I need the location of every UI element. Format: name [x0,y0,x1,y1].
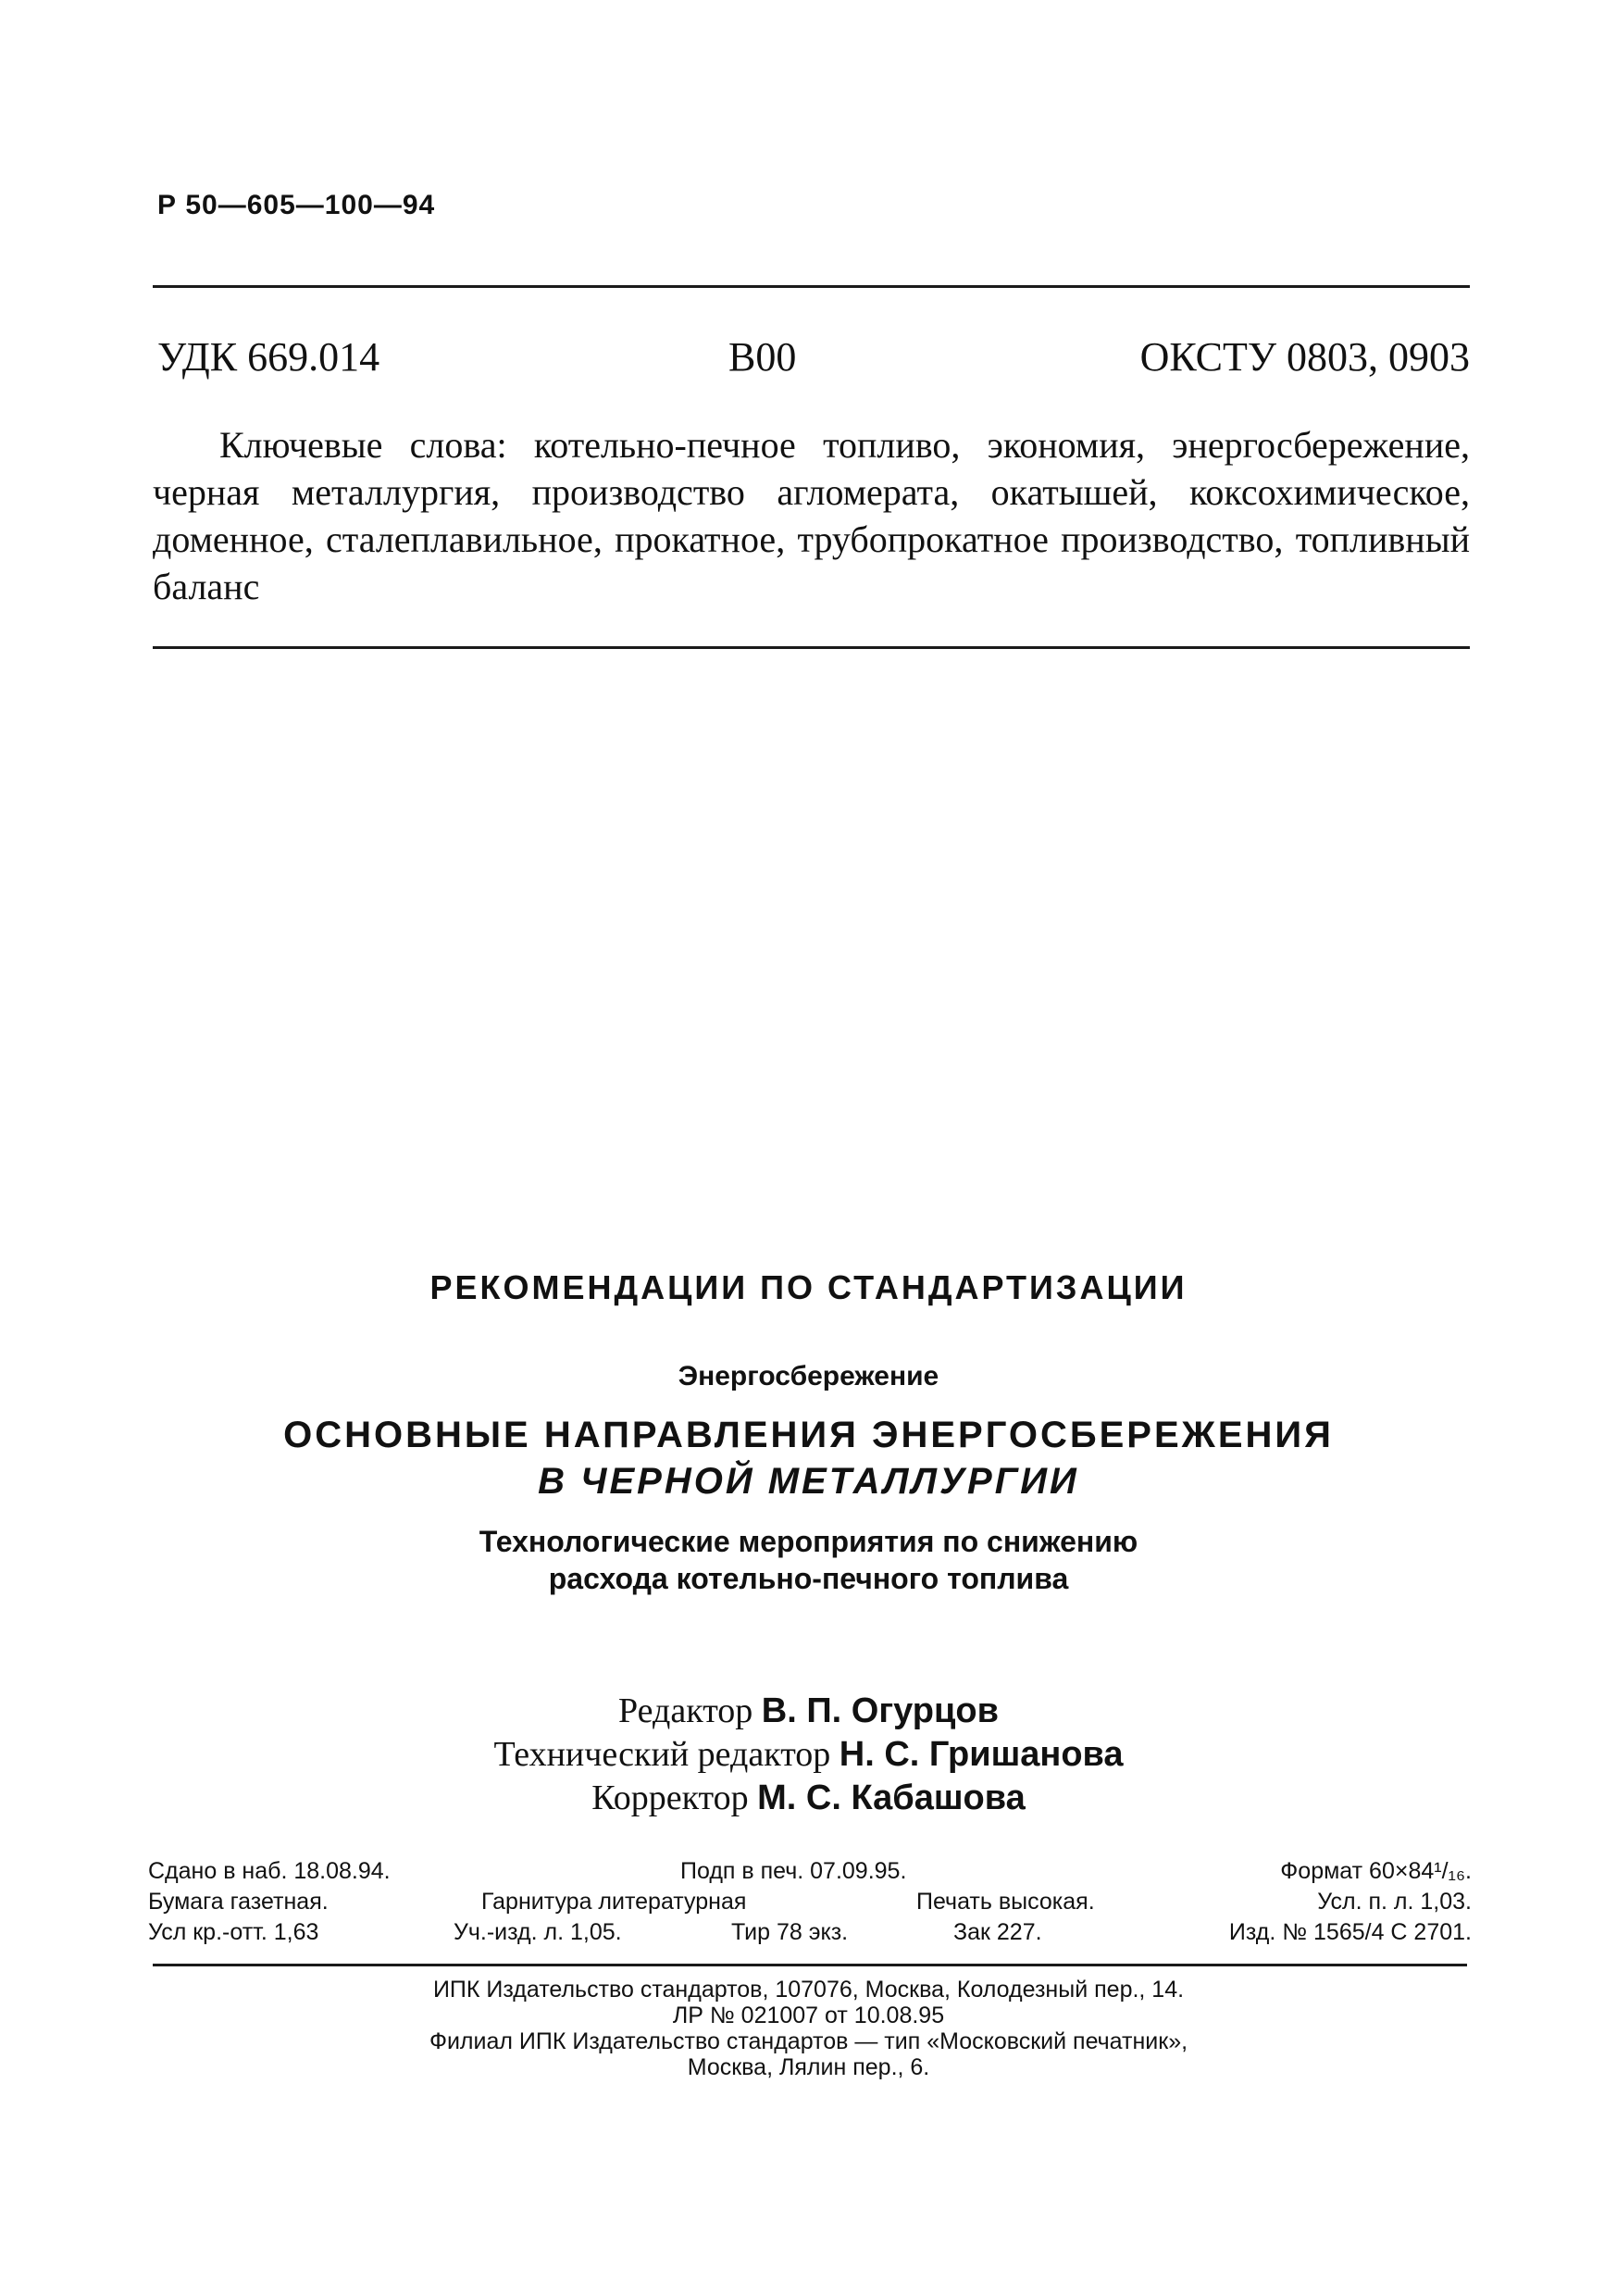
classification-row [153,333,1470,389]
top-divider [153,285,1470,288]
imprint-pub-number: Изд. № 1565/4 С 2701. [1228,1919,1472,1945]
document-code: Р 50—605—100—94 [157,190,436,220]
imprint-order: Зак 227. [953,1919,1042,1945]
publisher-line-2: ЛР № 021007 от 10.08.95 [672,2003,945,2028]
imprint-typeface: Гарнитура литературная [481,1889,747,1915]
publisher-line-1: ИПК Издательство стандартов, 107076, Москва, Колодезный пер., 14. [432,1977,1185,2003]
staff-list [0,1690,1617,1820]
recommendations-heading: РЕКОМЕНДАЦИИ ПО СТАНДАРТИЗАЦИИ [429,1268,1188,1306]
main-title-line-1: ОСНОВНЫЕ НАПРАВЛЕНИЯ ЭНЕРГОСБЕРЕЖЕНИЯ [283,1415,1334,1455]
staff-proofreader [0,1777,1617,1820]
subtitle-line-2: расхода котельно-печного топлива [548,1562,1069,1595]
staff-role: Корректор [591,1778,749,1817]
keywords-divider [153,646,1470,649]
main-title [0,1412,1617,1504]
staff-tech-editor [0,1733,1617,1777]
imprint-block [148,1856,1472,1948]
staff-role: Редактор [618,1691,753,1730]
imprint-row-2 [148,1887,1472,1917]
imprint-divider [153,1964,1467,1966]
subtitle-line-1: Технологические мероприятия по снижению [479,1525,1138,1558]
publisher-block [0,1977,1617,2080]
imprint-row-1 [148,1856,1472,1887]
subtitle [0,1523,1617,1597]
subject-heading: Энергосбережение [678,1361,939,1391]
imprint-printing: Печать высокая. [916,1889,1095,1915]
staff-name: Н. С. Гришанова [839,1735,1124,1774]
staff-name: М. С. Кабашова [757,1778,1026,1817]
group-code: В00 [728,334,797,380]
okstu-code: ОКСТУ 0803, 0903 [1139,334,1470,380]
udk-code: УДК 669.014 [157,334,380,380]
staff-name: В. П. Огурцов [761,1691,999,1730]
imprint-sheets: Усл. п. л. 1,03. [1317,1889,1472,1915]
publisher-line-4: Москва, Лялин пер., 6. [687,2054,930,2080]
keywords-paragraph: Ключевые слова: котельно-печное топливо, экономия, энергосбережение, черная металлургия, производство агломерата, окатышей, коксохимическое, доменное, сталеплавильное, прокатное, трубопрокатное производство, топливный баланс [153,424,1470,607]
imprint-run: Тир 78 экз. [731,1919,849,1945]
imprint-format: Формат 60×84¹/₁₆. [1280,1858,1472,1884]
imprint-cr-sheets: Усл кр.-отт. 1,63 [148,1919,319,1945]
imprint-set-date: Сдано в наб. 18.08.94. [148,1858,391,1884]
imprint-paper: Бумага газетная. [148,1889,329,1915]
staff-role: Технический редактор [493,1735,831,1774]
main-title-line-2: В ЧЕРНОЙ МЕТАЛЛУРГИИ [538,1461,1079,1502]
publisher-line-3: Филиал ИПК Издательство стандартов — тип «Московский печатник», [429,2028,1188,2054]
imprint-pub-sheets: Уч.-изд. л. 1,05. [454,1919,622,1945]
staff-editor [0,1690,1617,1733]
imprint-row-3 [148,1917,1472,1948]
imprint-signed-date: Подп в печ. 07.09.95. [680,1858,907,1884]
